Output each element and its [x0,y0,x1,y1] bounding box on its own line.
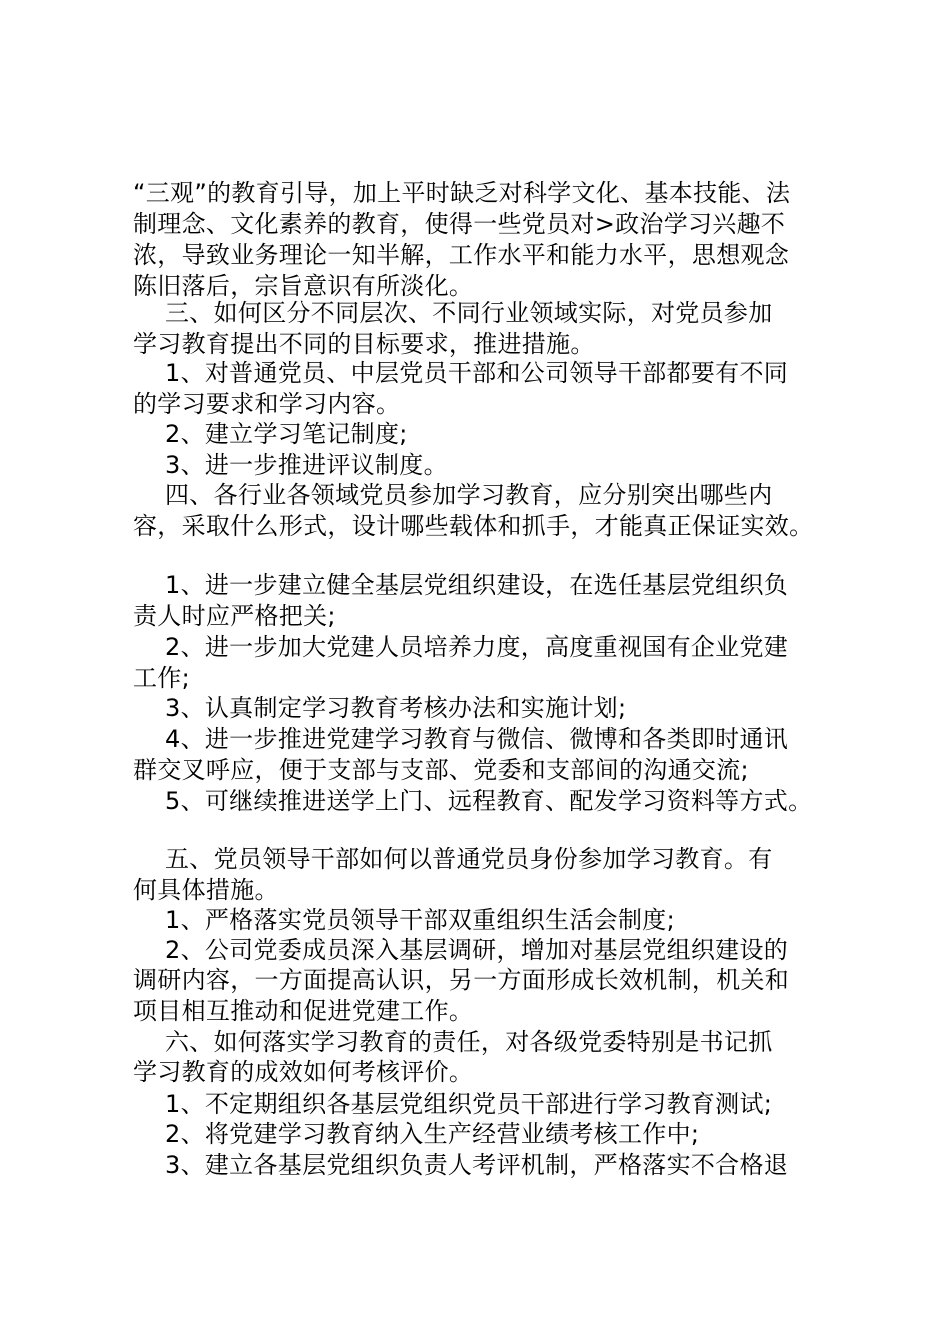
list-item-line: 2、公司党委成员深入基层调研，增加对基层党组织建设的 [165,936,789,964]
list-item-line: 工作; [133,664,190,692]
section-heading-line: 学习教育的成效如何考核评价。 [133,1058,474,1086]
section-heading-line: 学习教育提出不同的目标要求，推进措施。 [133,330,595,358]
list-item-line: 4、进一步推进党建学习教育与微信、微博和各类即时通讯 [165,725,789,753]
list-item-line: 2、进一步加大党建人员培养力度，高度重视国有企业党建 [165,633,789,661]
list-item-line: 项目相互推动和促进党建工作。 [133,997,474,1025]
paragraph-line: 制理念、文化素养的教育，使得一些党员对>政治学习兴趣不 [133,210,786,238]
list-item-line: 1、进一步建立健全基层党组织建设，在选任基层党组织负 [165,571,789,599]
list-item-line: 3、建立各基层党组织负责人考评机制，严格落实不合格退 [165,1151,789,1179]
section-heading-line: 六、如何落实学习教育的责任，对各级党委特别是书记抓 [165,1028,773,1056]
section-heading-line: 容，采取什么形式，设计哪些载体和抓手，才能真正保证实效。 [133,512,814,540]
list-item-line: 群交叉呼应，便于支部与支部、党委和支部间的沟通交流; [133,756,749,784]
list-item-line: 1、严格落实党员领导干部双重组织生活会制度; [165,906,675,934]
list-item-line: 2、建立学习笔记制度; [165,420,408,448]
paragraph-line: “三观”的教育引导，加上平时缺乏对科学文化、基本技能、法 [133,179,791,207]
paragraph-line: 浓，导致业务理论一知半解，工作水平和能力水平，思想观念 [133,241,790,269]
list-item-line: 3、认真制定学习教育考核办法和实施计划; [165,694,627,722]
list-item-line: 1、对普通党员、中层党员干部和公司领导干部都要有不同 [165,359,789,387]
list-item-line: 调研内容，一方面提高认识，另一方面形成长效机制，机关和 [133,966,790,994]
paragraph-line: 陈旧落后，宗旨意识有所淡化。 [133,272,474,300]
list-item-line: 1、不定期组织各基层党组织党员干部进行学习教育测试; [165,1090,773,1118]
section-heading-line: 五、党员领导干部如何以普通党员身份参加学习教育。有 [165,845,773,873]
list-item-line: 2、将党建学习教育纳入生产经营业绩考核工作中; [165,1120,700,1148]
list-item-line: 5、可继续推进送学上门、远程教育、配发学习资料等方式。 [165,787,813,815]
section-heading-line: 三、如何区分不同层次、不同行业领域实际，对党员参加 [165,299,773,327]
list-item-line: 的学习要求和学习内容。 [133,390,401,418]
list-item-line: 责人时应严格把关; [133,602,336,630]
section-heading-line: 何具体措施。 [133,876,279,904]
list-item-line: 3、进一步推进评议制度。 [165,451,448,479]
section-heading-line: 四、各行业各领域党员参加学习教育，应分别突出哪些内 [165,481,773,509]
